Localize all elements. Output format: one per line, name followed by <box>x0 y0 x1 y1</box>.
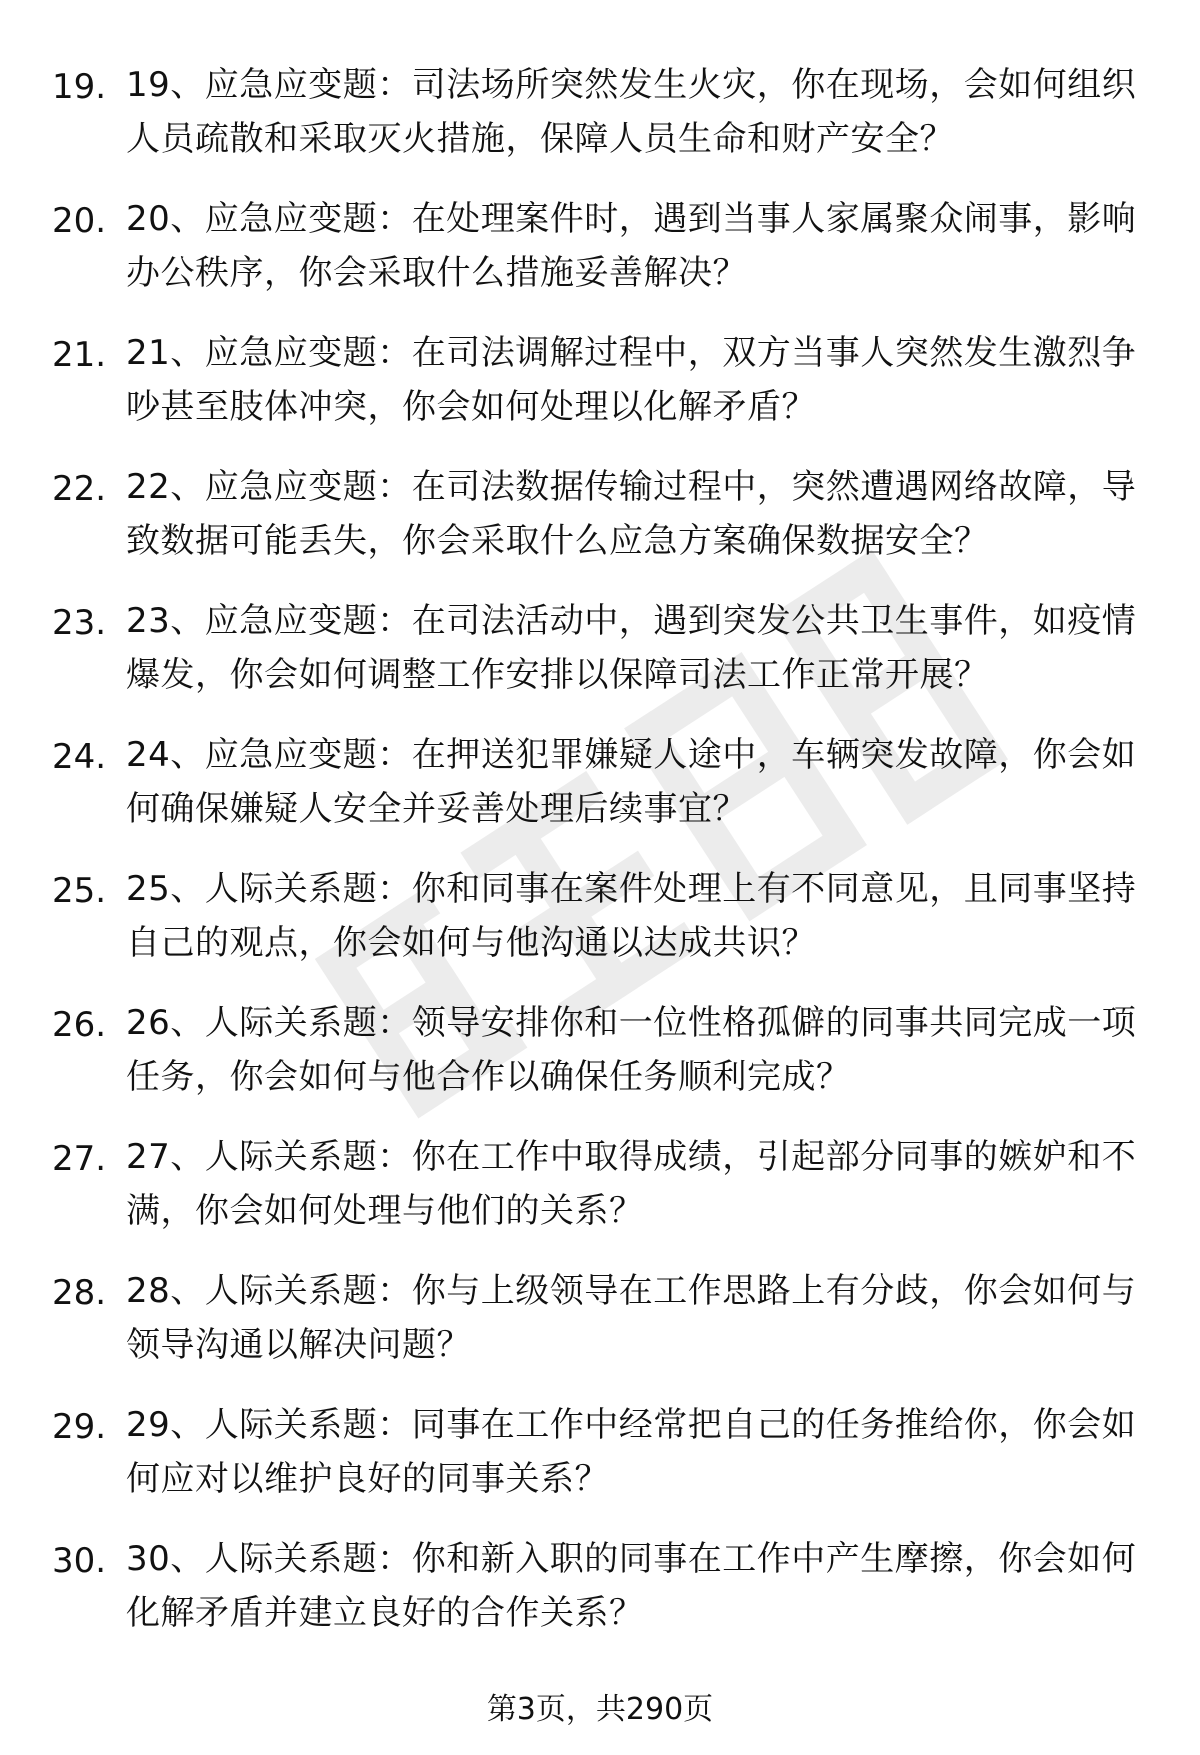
question-text: 19、应急应变题：司法场所突然发生火灾，你在现场，会如何组织人员疏散和采取灭火措施，保障人员生命和财产安全？ <box>126 65 1137 159</box>
question-number: 26. <box>52 1005 107 1045</box>
question-text: 20、应急应变题：在处理案件时，遇到当事人家属聚众闹事，影响办公秩序，你会采取什么措施妥善解决？ <box>126 199 1137 293</box>
question-item <box>52 862 1152 970</box>
question-text: 25、人际关系题：你和同事在案件处理上有不同意见，且同事坚持自己的观点，你会如何与他沟通以达成共识？ <box>126 869 1137 963</box>
question-list <box>52 58 1152 1666</box>
page-number-footer: 第3页，共290页 <box>486 1692 714 1727</box>
question-text: 28、人际关系题：你与上级领导在工作思路上有分歧，你会如何与领导沟通以解决问题？ <box>126 1271 1137 1365</box>
question-text: 21、应急应变题：在司法调解过程中，双方当事人突然发生激烈争吵甚至肢体冲突，你会如何处理以化解矛盾？ <box>126 333 1137 427</box>
question-text: 24、应急应变题：在押送犯罪嫌疑人途中，车辆突发故障，你会如何确保嫌疑人安全并妥善处理后续事宜？ <box>126 735 1137 829</box>
question-number: 21. <box>52 335 107 375</box>
question-text: 23、应急应变题：在司法活动中，遇到突发公共卫生事件，如疫情爆发，你会如何调整工作安排以保障司法工作正常开展？ <box>126 601 1137 695</box>
question-item <box>52 1398 1152 1506</box>
question-item <box>52 728 1152 836</box>
question-item <box>52 58 1152 166</box>
question-item <box>52 1532 1152 1640</box>
question-number: 23. <box>52 603 107 643</box>
question-number: 20. <box>52 201 107 241</box>
question-number: 24. <box>52 737 107 777</box>
question-number: 29. <box>52 1407 107 1447</box>
question-item <box>52 326 1152 434</box>
question-item <box>52 460 1152 568</box>
question-text: 22、应急应变题：在司法数据传输过程中，突然遭遇网络故障，导致数据可能丢失，你会采取什么应急方案确保数据安全？ <box>126 467 1137 561</box>
question-number: 25. <box>52 871 107 911</box>
question-item <box>52 1130 1152 1238</box>
question-number: 28. <box>52 1273 107 1313</box>
question-number: 22. <box>52 469 107 509</box>
question-text: 29、人际关系题：同事在工作中经常把自己的任务推给你，你会如何应对以维护良好的同事关系？ <box>126 1405 1137 1499</box>
question-text: 26、人际关系题：领导安排你和一位性格孤僻的同事共同完成一项任务，你会如何与他合作以确保任务顺利完成？ <box>126 1003 1137 1097</box>
question-number: 30. <box>52 1541 107 1581</box>
question-item <box>52 192 1152 300</box>
question-text: 27、人际关系题：你在工作中取得成绩，引起部分同事的嫉妒和不满，你会如何处理与他们的关系？ <box>126 1137 1137 1231</box>
question-number: 19. <box>52 67 107 107</box>
question-item <box>52 594 1152 702</box>
question-item <box>52 1264 1152 1372</box>
question-number: 27. <box>52 1139 107 1179</box>
question-item <box>52 996 1152 1104</box>
question-text: 30、人际关系题：你和新入职的同事在工作中产生摩擦，你会如何化解矛盾并建立良好的合作关系？ <box>126 1539 1137 1633</box>
